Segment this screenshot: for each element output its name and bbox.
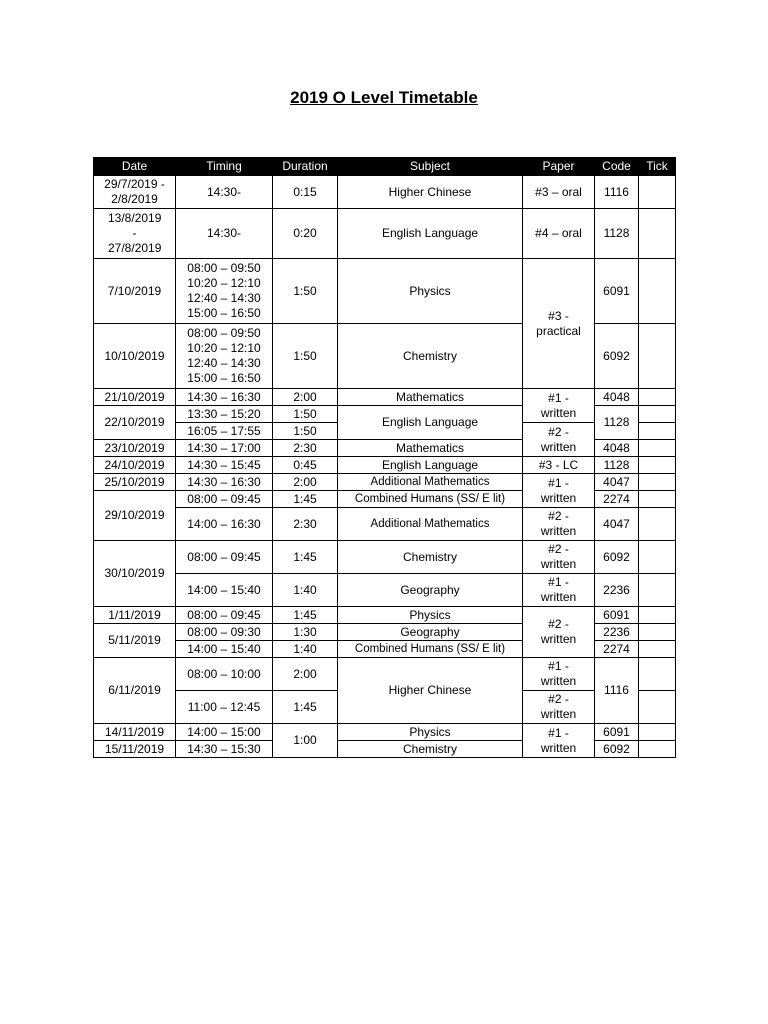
duration-cell: 1:45: [273, 691, 338, 724]
page-title: 2019 O Level Timetable: [290, 88, 478, 107]
timing-cell: 11:00 – 12:45: [176, 691, 273, 724]
duration-cell: 1:30: [273, 624, 338, 641]
paper-cell: #4 – oral: [523, 209, 595, 259]
subject-cell: Higher Chinese: [338, 176, 523, 209]
paper-cell: #3 - LC: [523, 457, 595, 474]
code-cell: 4048: [595, 440, 639, 457]
duration-cell: 1:40: [273, 574, 338, 607]
paper-cell: #3 - practical: [523, 259, 595, 389]
timing-cell: 14:30-: [176, 176, 273, 209]
code-cell: 6092: [595, 741, 639, 758]
timing-cell: 16:05 – 17:55: [176, 423, 273, 440]
subject-cell: English Language: [338, 457, 523, 474]
date-cell: 30/10/2019: [94, 541, 176, 607]
timing-cell: 08:00 – 09:45: [176, 541, 273, 574]
timing-cell: 14:00 – 15:40: [176, 641, 273, 658]
tick-cell[interactable]: [639, 389, 676, 406]
timing-cell: 14:30 – 15:45: [176, 457, 273, 474]
code-cell: 6091: [595, 724, 639, 741]
tick-cell[interactable]: [639, 691, 676, 724]
duration-cell: 2:30: [273, 508, 338, 541]
tick-cell[interactable]: [639, 209, 676, 259]
duration-cell: 1:50: [273, 423, 338, 440]
code-cell: 2274: [595, 491, 639, 508]
date-cell: 10/10/2019: [94, 324, 176, 389]
date-cell: 5/11/2019: [94, 624, 176, 658]
tick-cell[interactable]: [639, 440, 676, 457]
table-row: [94, 457, 676, 474]
table-row: [94, 574, 676, 607]
code-cell: 1128: [595, 457, 639, 474]
timing-cell: 13:30 – 15:20: [176, 406, 273, 423]
date-cell: 6/11/2019: [94, 658, 176, 724]
timing-cell: 14:00 – 16:30: [176, 508, 273, 541]
code-cell: 4047: [595, 474, 639, 491]
paper-cell: #1 - written: [523, 658, 595, 691]
table-row: [94, 259, 676, 324]
timing-cell: 14:00 – 15:40: [176, 574, 273, 607]
table-row: [94, 724, 676, 741]
subject-cell: Chemistry: [338, 541, 523, 574]
date-cell: 7/10/2019: [94, 259, 176, 324]
duration-cell: 0:45: [273, 457, 338, 474]
header-subject: Subject: [338, 158, 523, 176]
code-cell: 6091: [595, 607, 639, 624]
code-cell: 2274: [595, 641, 639, 658]
paper-cell: #1 - written: [523, 389, 595, 423]
paper-cell: #2 - written: [523, 607, 595, 658]
header-row: [94, 158, 676, 176]
table-row: [94, 176, 676, 209]
duration-cell: 2:00: [273, 389, 338, 406]
date-cell: 24/10/2019: [94, 457, 176, 474]
tick-cell[interactable]: [639, 491, 676, 508]
date-cell: 15/11/2019: [94, 741, 176, 758]
paper-cell: #2 - written: [523, 423, 595, 457]
code-cell: 4048: [595, 389, 639, 406]
timing-cell: 08:00 – 09:50 10:20 – 12:10 12:40 – 14:30 15:00 – 16:50: [176, 259, 273, 324]
tick-cell[interactable]: [639, 624, 676, 641]
table-row: [94, 209, 676, 259]
subject-cell: Geography: [338, 624, 523, 641]
timing-cell: 08:00 – 09:45: [176, 607, 273, 624]
subject-cell: Geography: [338, 574, 523, 607]
table-row: [94, 541, 676, 574]
date-cell: 29/10/2019: [94, 491, 176, 541]
subject-cell: English Language: [338, 209, 523, 259]
code-cell: 6092: [595, 324, 639, 389]
duration-cell: 1:45: [273, 607, 338, 624]
date-cell: 14/11/2019: [94, 724, 176, 741]
subject-cell: Physics: [338, 724, 523, 741]
subject-cell: Combined Humans (SS/ E lit): [338, 491, 523, 508]
date-cell: 23/10/2019: [94, 440, 176, 457]
duration-cell: 2:00: [273, 658, 338, 691]
duration-cell: 1:45: [273, 541, 338, 574]
duration-cell: 2:00: [273, 474, 338, 491]
timing-cell: 08:00 – 09:45: [176, 491, 273, 508]
date-cell: 25/10/2019: [94, 474, 176, 491]
paper-cell: #3 – oral: [523, 176, 595, 209]
code-cell: 4047: [595, 508, 639, 541]
date-cell: 21/10/2019: [94, 389, 176, 406]
tick-cell[interactable]: [639, 259, 676, 324]
tick-cell[interactable]: [639, 423, 676, 440]
subject-cell: Higher Chinese: [338, 658, 523, 724]
date-cell: 13/8/2019 - 27/8/2019: [94, 209, 176, 259]
timetable: [93, 157, 676, 758]
subject-cell: Physics: [338, 607, 523, 624]
tick-cell[interactable]: [639, 607, 676, 624]
header-timing: Timing: [176, 158, 273, 176]
header-paper: Paper: [523, 158, 595, 176]
duration-cell: 1:50: [273, 406, 338, 423]
subject-cell: Additional Mathematics: [338, 508, 523, 541]
table-row: [94, 508, 676, 541]
timing-cell: 08:00 – 09:30: [176, 624, 273, 641]
duration-cell: 1:50: [273, 324, 338, 389]
timing-cell: 14:30-: [176, 209, 273, 259]
paper-cell: #2 - written: [523, 508, 595, 541]
timing-cell: 14:00 – 15:00: [176, 724, 273, 741]
subject-cell: Combined Humans (SS/ E lit): [338, 641, 523, 658]
timing-cell: 14:30 – 15:30: [176, 741, 273, 758]
code-cell: 6091: [595, 259, 639, 324]
tick-cell[interactable]: [639, 406, 676, 423]
tick-cell[interactable]: [639, 324, 676, 389]
tick-cell[interactable]: [639, 541, 676, 574]
duration-cell: 0:15: [273, 176, 338, 209]
subject-cell: Chemistry: [338, 324, 523, 389]
duration-cell: 2:30: [273, 440, 338, 457]
tick-cell[interactable]: [639, 574, 676, 607]
tick-cell[interactable]: [639, 641, 676, 658]
paper-cell: #1 - written: [523, 474, 595, 508]
duration-cell: 0:20: [273, 209, 338, 259]
subject-cell: Additional Mathematics: [338, 474, 523, 491]
tick-cell[interactable]: [639, 474, 676, 491]
code-cell: 1116: [595, 658, 639, 724]
header-code: Code: [595, 158, 639, 176]
subject-cell: Physics: [338, 259, 523, 324]
tick-cell[interactable]: [639, 176, 676, 209]
duration-cell: 1:50: [273, 259, 338, 324]
code-cell: 6092: [595, 541, 639, 574]
duration-cell: 1:00: [273, 724, 338, 758]
tick-cell[interactable]: [639, 508, 676, 541]
table-row: [94, 389, 676, 406]
timing-cell: 14:30 – 17:00: [176, 440, 273, 457]
paper-cell: #1 - written: [523, 724, 595, 758]
header-tick: Tick: [639, 158, 676, 176]
subject-cell: Chemistry: [338, 741, 523, 758]
code-cell: 2236: [595, 624, 639, 641]
timing-cell: 08:00 – 10:00: [176, 658, 273, 691]
header-date: Date: [94, 158, 176, 176]
table-row: [94, 607, 676, 624]
tick-cell[interactable]: [639, 741, 676, 758]
code-cell: 1116: [595, 176, 639, 209]
tick-cell[interactable]: [639, 457, 676, 474]
subject-cell: English Language: [338, 406, 523, 440]
code-cell: 1128: [595, 209, 639, 259]
paper-cell: #1 - written: [523, 574, 595, 607]
date-cell: 22/10/2019: [94, 406, 176, 440]
subject-cell: Mathematics: [338, 389, 523, 406]
header-duration: Duration: [273, 158, 338, 176]
date-cell: 1/11/2019: [94, 607, 176, 624]
duration-cell: 1:40: [273, 641, 338, 658]
subject-cell: Mathematics: [338, 440, 523, 457]
table-row: [94, 474, 676, 491]
timing-cell: 14:30 – 16:30: [176, 474, 273, 491]
tick-cell[interactable]: [639, 724, 676, 741]
timing-cell: 08:00 – 09:50 10:20 – 12:10 12:40 – 14:30 15:00 – 16:50: [176, 324, 273, 389]
date-cell: 29/7/2019 - 2/8/2019: [94, 176, 176, 209]
paper-cell: #2 - written: [523, 541, 595, 574]
duration-cell: 1:45: [273, 491, 338, 508]
code-cell: 2236: [595, 574, 639, 607]
tick-cell[interactable]: [639, 658, 676, 691]
timing-cell: 14:30 – 16:30: [176, 389, 273, 406]
table-row: [94, 658, 676, 691]
paper-cell: #2 - written: [523, 691, 595, 724]
code-cell: 1128: [595, 406, 639, 440]
